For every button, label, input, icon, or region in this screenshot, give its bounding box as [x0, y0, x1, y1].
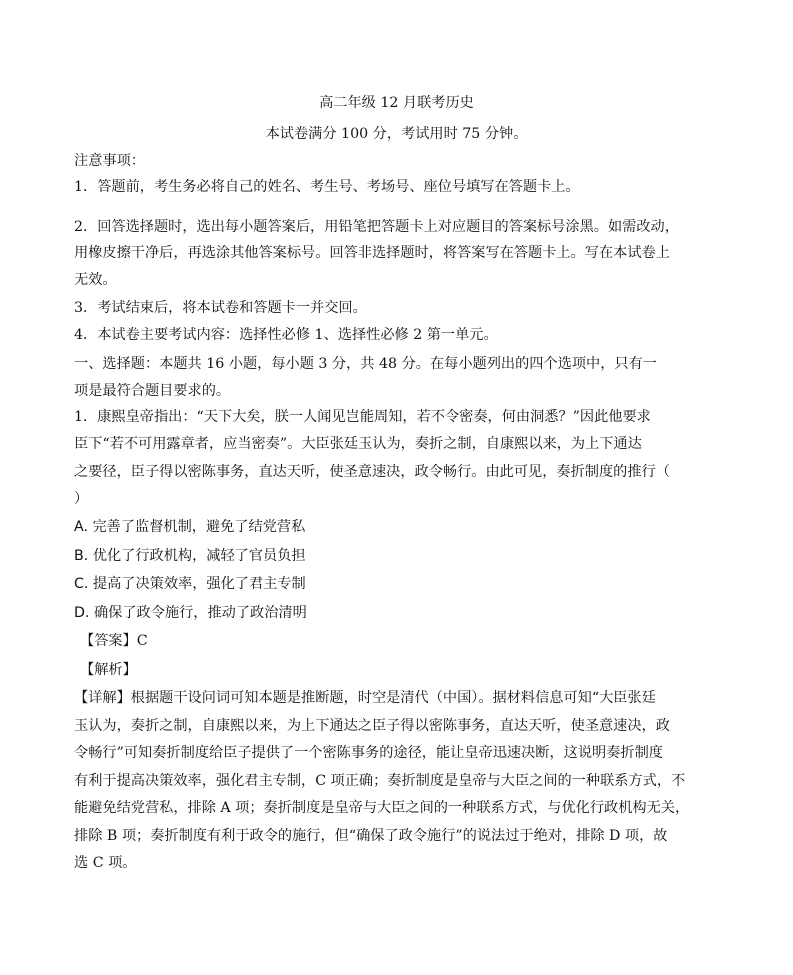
- option-c: C. 提高了决策效率，强化了君主专制: [74, 576, 306, 592]
- detail-line-2: 玉认为，奏折之制，自康熙以来，为上下通达之臣子得以密陈事务，直达天听，使圣意速决，政: [74, 718, 670, 734]
- notice-heading: 注意事项：: [74, 153, 145, 169]
- detail-line-5: 能避免结党营私，排除 A 项；奏折制度是皇帝与大臣之间的一种联系方式，与优化行政机构无关，: [74, 800, 690, 816]
- question-1-stem-line-4: ）: [74, 491, 89, 507]
- detail-line-6: 排除 B 项；奏折制度有利于政令的施行，但“确保了政令施行”的说法过于绝对，排除 D 项，故: [74, 828, 668, 844]
- detail-line-1: 【详解】根据题干设问词可知本题是推断题，时空是清代（中国）。据材料信息可知“大臣张廷: [74, 690, 656, 706]
- notice-item-2-line-3: 无效。: [74, 272, 117, 288]
- notice-item-2-line-1: 2．回答选择题时，选出每小题答案后，用铅笔把答题卡上对应题目的答案标号涂黑。如需改动，: [74, 219, 679, 235]
- option-d: D. 确保了政令施行，推动了政治清明: [74, 605, 307, 621]
- detail-line-3: 令畅行”可知奏折制度给臣子提供了一个密陈事务的途径，能让皇帝迅速决断，这说明奏折制度: [74, 745, 663, 761]
- page-subtitle: 本试卷满分 100 分，考试用时 75 分钟。: [265, 126, 528, 142]
- section-heading-line-1: 一、选择题：本题共 16 小题，每小题 3 分，共 48 分。在每小题列出的四个选项中，只有一: [74, 356, 657, 372]
- question-1-stem-line-2: 臣下“若不可用露章者，应当密奏”。大臣张廷玉认为，奏折之制，自康熙以来，为上下通达: [74, 436, 642, 452]
- notice-item-3: 3．考试结束后，将本试卷和答题卡一并交回。: [74, 300, 367, 316]
- notice-item-4: 4．本试卷主要考试内容：选择性必修 1、选择性必修 2 第一单元。: [74, 327, 498, 343]
- answer-label: 【答案】C: [80, 633, 148, 649]
- notice-item-1: 1．答题前，考生务必将自己的姓名、考生号、考场号、座位号填写在答题卡上。: [74, 179, 580, 195]
- option-b: B. 优化了行政机构，减轻了官员负担: [74, 548, 306, 564]
- question-1-stem-line-3: 之要径，臣子得以密陈事务，直达天听，使圣意速决，政令畅行。由此可见，奏折制度的推行（: [74, 464, 670, 480]
- question-1-stem-line-1: 1．康熙皇帝指出：“天下大矣，朕一人闻见岂能周知，若不令密奏，何由洞悉？”因此他要求: [74, 409, 651, 425]
- page-title: 高二年级 12 月联考历史: [319, 95, 474, 111]
- option-a: A. 完善了监督机制，避免了结党营私: [74, 519, 306, 535]
- analysis-heading: 【解析】: [80, 662, 137, 678]
- notice-item-2-line-2: 用橡皮擦干净后，再选涂其他答案标号。回答非选择题时，将答案写在答题卡上。写在本试卷上: [74, 245, 670, 261]
- detail-line-7: 选 C 项。: [74, 855, 137, 871]
- detail-line-4: 有利于提高决策效率，强化君主专制，C 项正确；奏折制度是皇帝与大臣之间的一种联系方式，不: [74, 773, 686, 789]
- section-heading-line-2: 项是最符合题目要求的。: [74, 383, 231, 399]
